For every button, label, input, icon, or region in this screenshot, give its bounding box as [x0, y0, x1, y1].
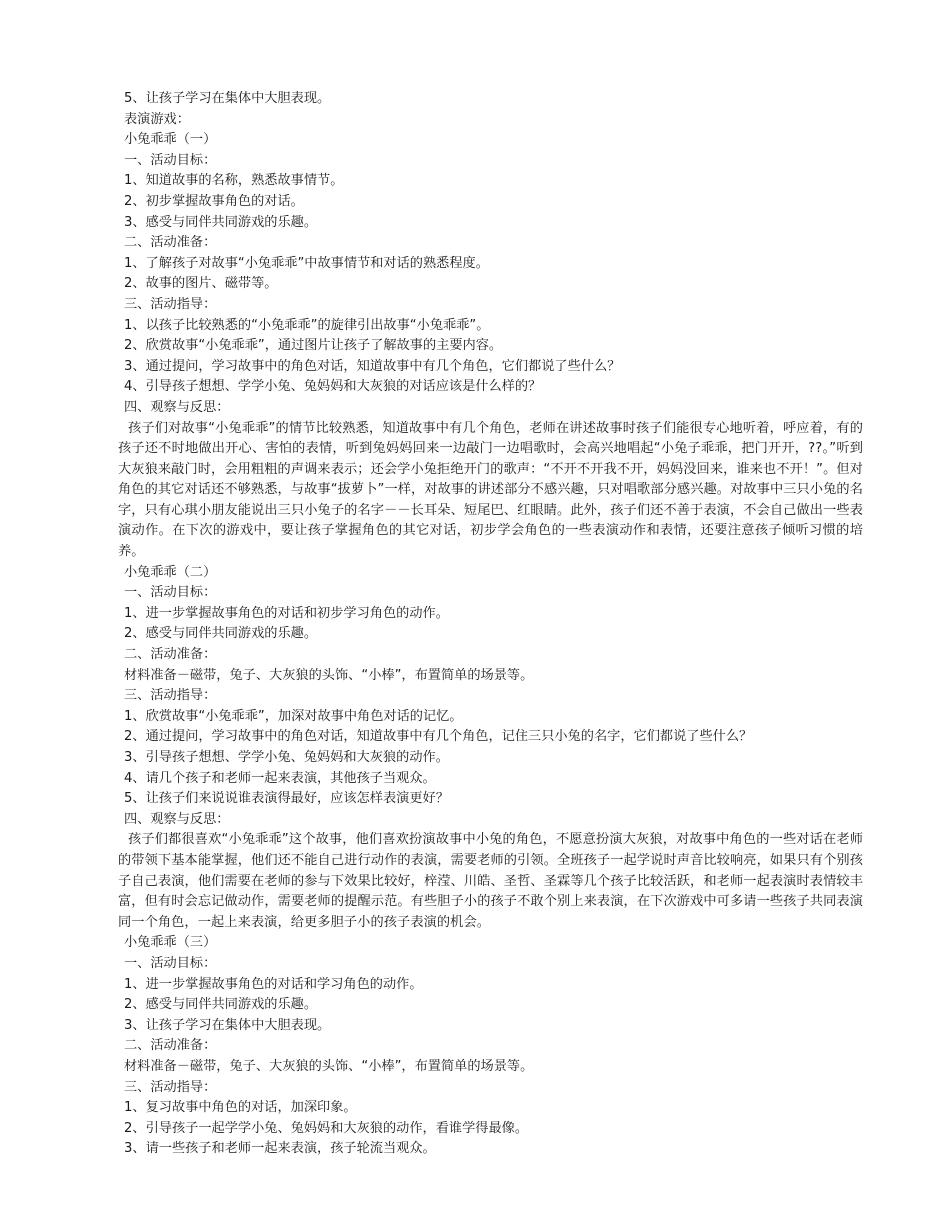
text-line: 3、通过提问，学习故事中的角色对话，知道故事中有几个角色，它们都说了些什么？ [124, 358, 621, 374]
document-body [118, 89, 863, 1160]
text-line: 表演游戏： [124, 111, 190, 127]
text-line: 1、进一步掌握故事角色的对话和初步学习角色的动作。 [124, 605, 449, 621]
text-line: 4、引导孩子想想、学学小兔、兔妈妈和大灰狼的对话应该是什么样的？ [124, 379, 542, 395]
text-line: 1、复习故事中角色的对话，加深印象。 [124, 1100, 357, 1116]
text-line: 二、活动准备： [124, 235, 217, 251]
text-line: 3、引导孩子想想、学学小兔、兔妈妈和大灰狼的动作。 [124, 750, 449, 765]
text-line: 三、活动指导： [124, 296, 217, 312]
text-line: 1、进一步掌握故事角色的对话和学习角色的动作。 [124, 976, 423, 992]
text-line: 1、知道故事的名称，熟悉故事情节。 [124, 173, 344, 189]
text-line: 2、引导孩子一起学学小兔、兔妈妈和大灰狼的动作，看谁学得最像。 [124, 1120, 529, 1136]
text-line: 2、故事的图片、磁带等。 [124, 276, 278, 292]
paragraph: 孩子们对故事“小兔乖乖”的情节比较熟悉，知道故事中有几个角色，老师在讲述故事时孩子们能很专心地听着，呼应着，有的孩子还不时地做出开心、害怕的表情，听到兔妈妈回来一边敲门一边唱歌时，会高兴地唱起“小兔子乖乖，把门开开，??。”听到大灰狼来敲门时，会用粗粗的声调来表示；还会学小兔拒绝开门的歌声：“不开不开我不开，妈妈没回来，谁来也不开！”。但对角色的其它对话还不够熟悉，与故事“拔萝卜”一样，对故事的讲述部分不感兴趣，只对唱歌部分感兴趣。对故事中三只小兔的名字，只有心琪小朋友能说出三只小兔子的名字－－长耳朵、短尾巴、红眼睛。此外，孩子们还不善于表演，不会自己做出一些表演动作。在下次的游戏中，要让孩子掌握角色的其它对话，初步学会角色的一些表演动作和表情，还要注意孩子倾听习惯的培养。 [118, 420, 863, 560]
text-line: 材料准备－磁带，兔子、大灰狼的头饰、“小棒”，布置简单的场景等。 [124, 667, 534, 683]
text-line: 四、观察与反思： [124, 399, 230, 415]
text-line: 5、让孩子们来说说谁表演得最好，应该怎样表演更好？ [124, 791, 449, 807]
text-line: 2、感受与同伴共同游戏的乐趣。 [124, 626, 318, 642]
text-line: 四、观察与反思： [124, 811, 230, 827]
text-line: 小兔乖乖（三） [124, 935, 217, 951]
text-line: 一、活动目标： [124, 585, 217, 601]
paragraph: 孩子们都很喜欢“小兔乖乖”这个故事，他们喜欢扮演故事中小兔的角色，不愿意扮演大灰狼，对故事中角色的一些对话在老师的带领下基本能掌握，他们还不能自己进行动作的表演，需要老师的引领。全班孩子一起学说时声音比较响亮，如果只有个别孩子自己表演，他们需要在老师的参与下效果比较好，梓滢、川皓、圣哲、圣霖等几个孩子比较活跃，和老师一起表演时表情较丰富，但有时会忘记做动作，需要老师的提醒示范。有些胆子小的孩子不敢个别上来表演，在下次游戏中可多请一些孩子共同表演同一个角色，一起上来表演，给更多胆子小的孩子表演的机会。 [118, 832, 863, 930]
text-line: 二、活动准备： [124, 1038, 217, 1054]
text-line: 1、了解孩子对故事“小兔乖乖”中故事情节和对话的熟悉程度。 [124, 255, 489, 271]
text-line: 5、让孩子学习在集体中大胆表现。 [124, 91, 331, 106]
text-line: 2、感受与同伴共同游戏的乐趣。 [124, 997, 318, 1013]
text-line: 1、欣赏故事“小兔乖乖”，加深对故事中角色对话的记忆。 [124, 708, 463, 724]
text-line: 三、活动指导： [124, 1079, 217, 1095]
text-line: 3、感受与同伴共同游戏的乐趣。 [124, 214, 318, 230]
text-line: 3、请一些孩子和老师一起来表演，孩子轮流当观众。 [124, 1141, 436, 1157]
text-line: 3、让孩子学习在集体中大胆表现。 [124, 1017, 331, 1033]
text-line: 三、活动指导： [124, 688, 217, 704]
text-line: 二、活动准备： [124, 647, 217, 663]
text-line: 4、请几个孩子和老师一起来表演，其他孩子当观众。 [124, 770, 436, 786]
text-line: 2、初步掌握故事角色的对话。 [124, 193, 304, 209]
text-line: 小兔乖乖（一） [124, 132, 217, 148]
text-line: 一、活动目标： [124, 955, 217, 971]
text-line: 2、通过提问，学习故事中的角色对话，知道故事中有几个角色，记住三只小兔的名字，它们都说了些什么？ [124, 729, 753, 745]
text-line: 小兔乖乖（二） [124, 564, 217, 580]
text-line: 一、活动目标： [124, 152, 217, 168]
text-line: 2、欣赏故事“小兔乖乖”，通过图片让孩子了解故事的主要内容。 [124, 338, 503, 354]
text-line: 材料准备－磁带，兔子、大灰狼的头饰、“小棒”，布置简单的场景等。 [124, 1058, 534, 1074]
text-line: 1、以孩子比较熟悉的“小兔乖乖”的旋律引出故事“小兔乖乖”。 [124, 317, 490, 333]
